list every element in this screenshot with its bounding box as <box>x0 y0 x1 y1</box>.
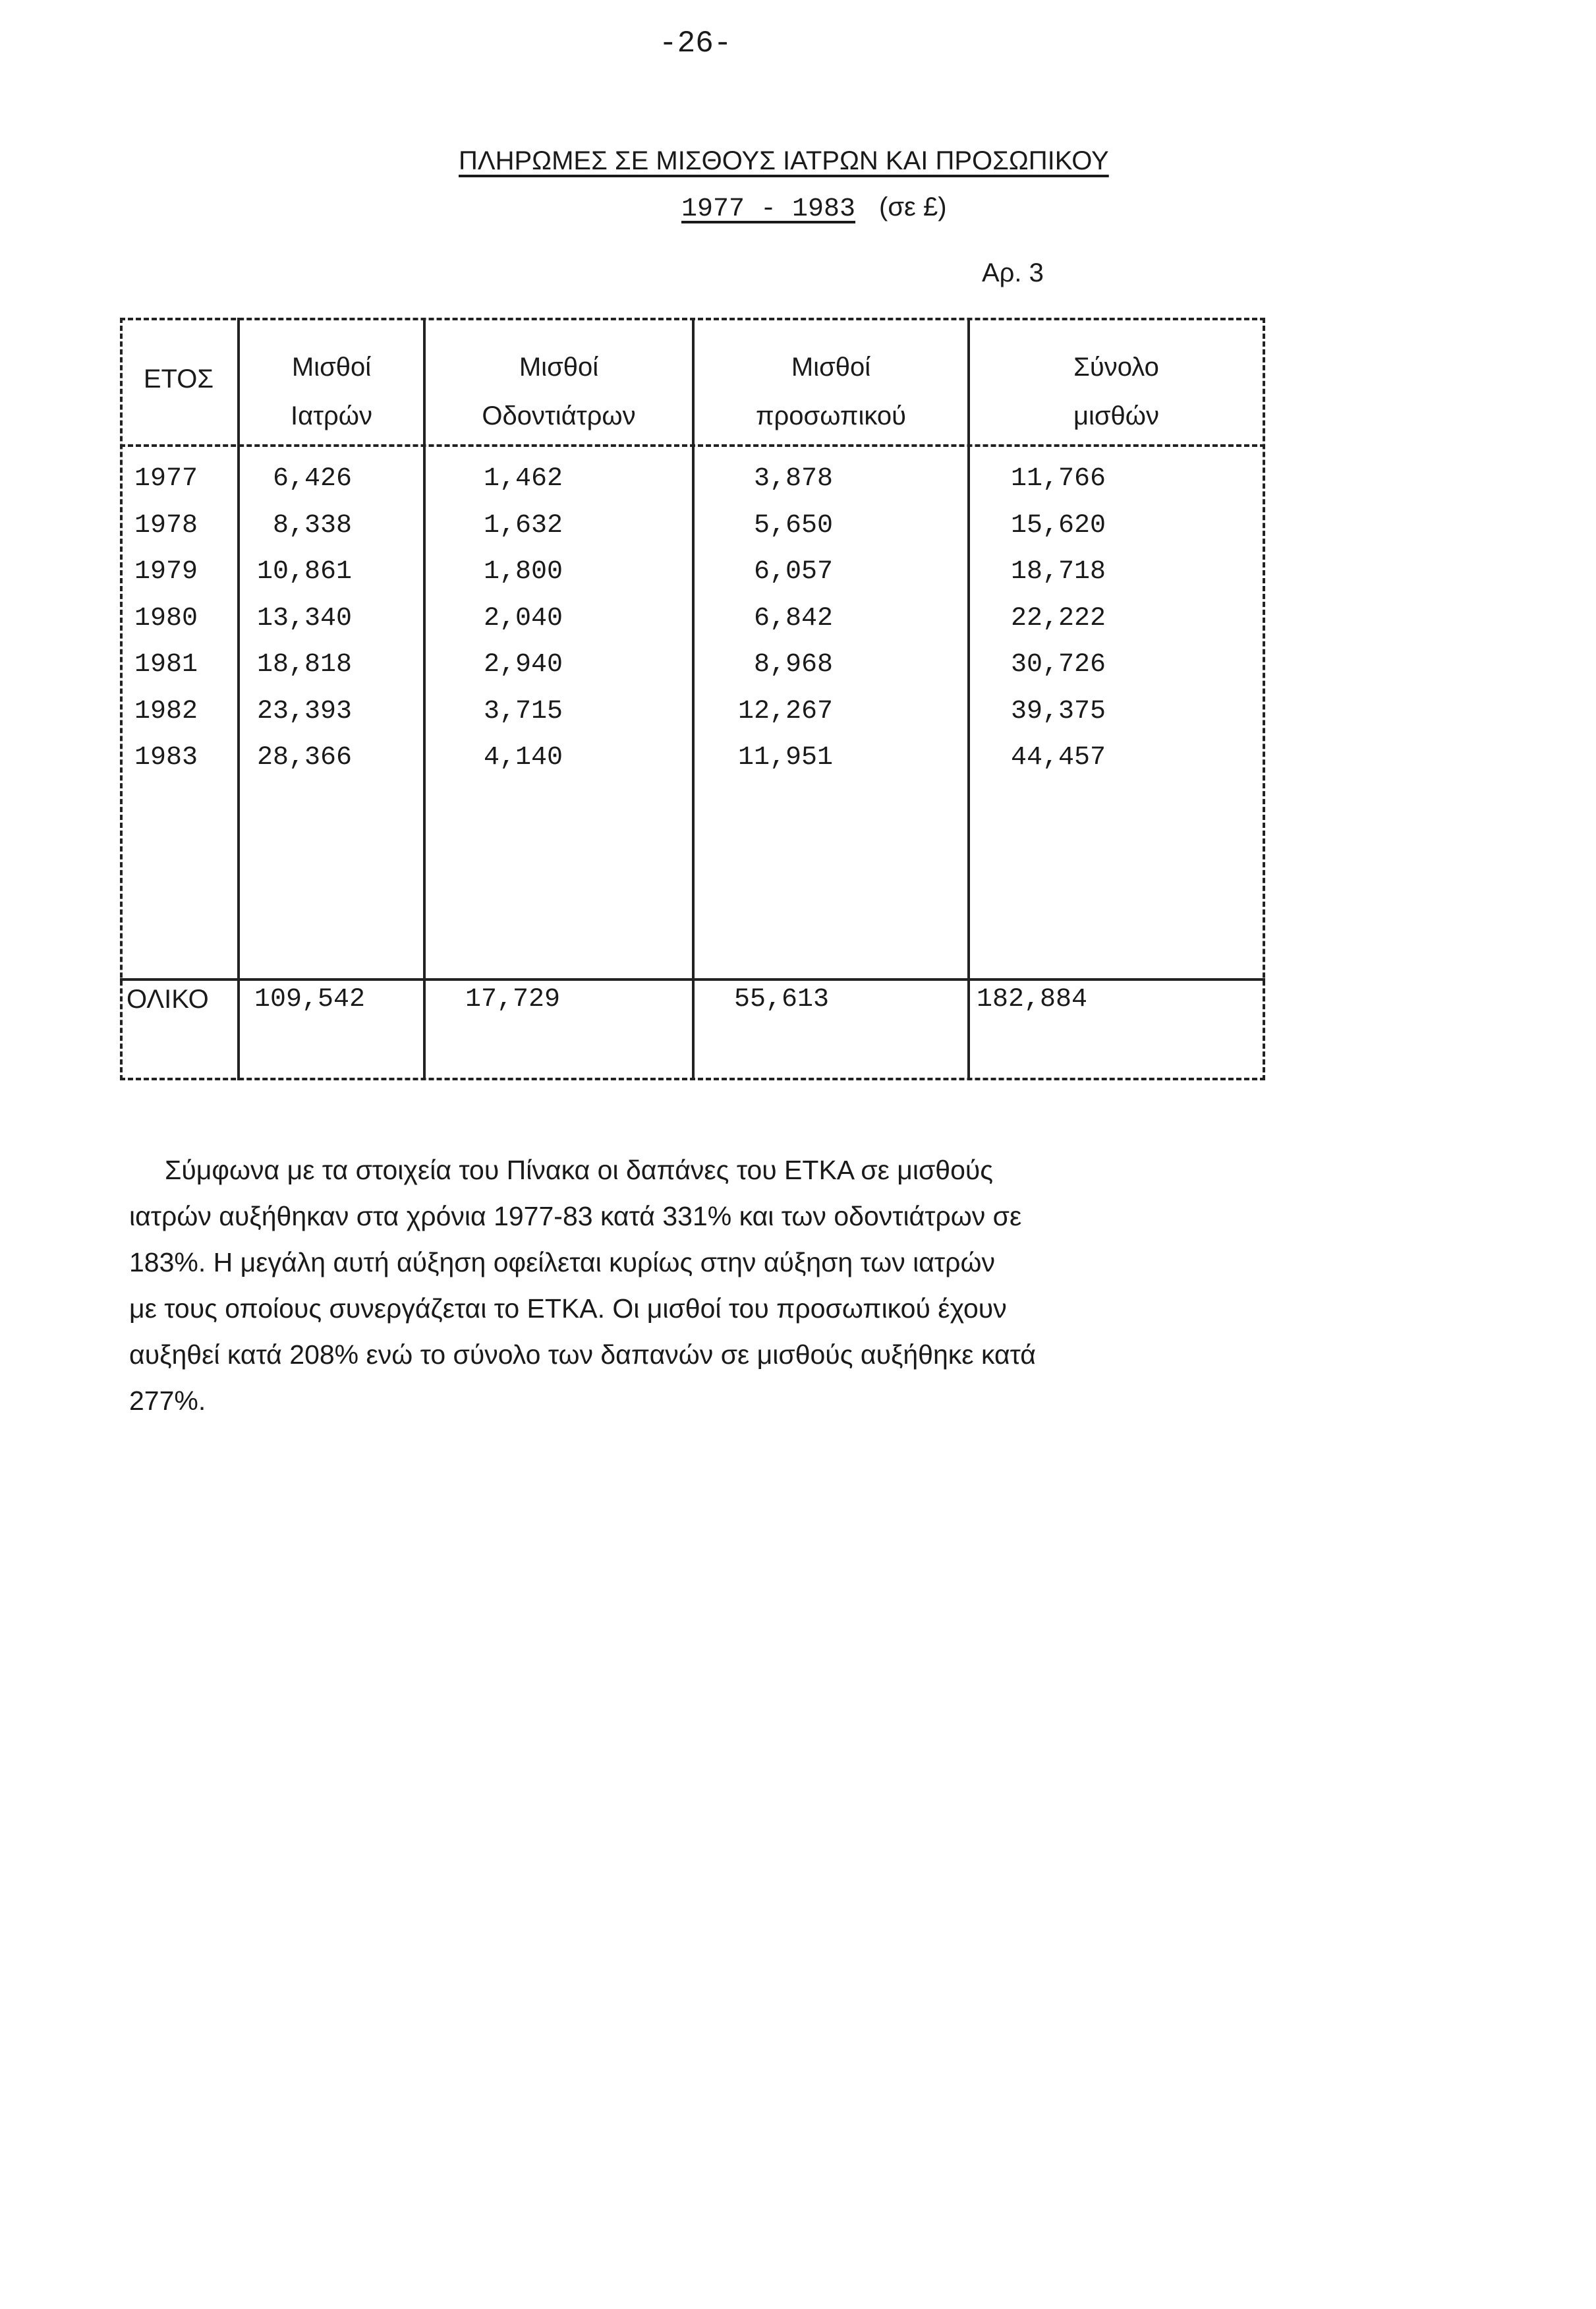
cell-total: 39,375 <box>1011 697 1106 726</box>
cell-doctors: 13,340 <box>257 604 353 633</box>
cell-doctors: 10,861 <box>257 557 353 587</box>
cell-staff: 12,267 <box>738 697 834 726</box>
table-title: ΠΛΗΡΩΜΕΣ ΣΕ ΜΙΣΘΟΥΣ ΙΑΤΡΩΝ ΚΑΙ ΠΡΟΣΩΠΙΚΟΥ <box>459 146 1109 175</box>
cell-doctors: 6,426 <box>273 464 353 494</box>
cell-total: 18,718 <box>1011 557 1106 587</box>
cell-dentists: 2,040 <box>484 604 563 633</box>
cell-staff: 8,968 <box>754 650 834 680</box>
cell-doctors: 18,818 <box>257 650 353 680</box>
cell-total: 15,620 <box>1011 511 1106 541</box>
cell-year: 1980 <box>134 604 198 633</box>
totals-label: ΟΛΙΚΟ <box>127 985 209 1014</box>
cell-year: 1983 <box>134 743 198 773</box>
cell-year: 1981 <box>134 650 198 680</box>
totals-dentists: 17,729 <box>465 985 561 1014</box>
cell-staff: 6,057 <box>754 557 834 587</box>
cell-doctors: 8,338 <box>273 511 353 541</box>
cell-total: 11,766 <box>1011 464 1106 494</box>
paragraph-line: Σύμφωνα με τα στοιχεία του Πίνακα οι δαπάνες του ΕΤΚΑ σε μισθούς <box>165 1155 994 1185</box>
paragraph-line: αυξηθεί κατά 208% ενώ το σύνολο των δαπανών σε μισθούς αυξήθηκε κατά <box>129 1339 1036 1370</box>
paragraph-line: ιατρών αυξήθηκαν στα χρόνια 1977-83 κατά 331% και των οδοντιάτρων σε <box>129 1201 1022 1231</box>
paragraph-line: 277%. <box>129 1386 206 1416</box>
header-staff: Μισθοί προσωπικού <box>755 353 907 430</box>
cell-dentists: 3,715 <box>484 697 563 726</box>
header-total: Σύνολο μισθών <box>1073 353 1160 430</box>
cell-year: 1977 <box>134 464 198 494</box>
cell-dentists: 2,940 <box>484 650 563 680</box>
subtitle-unit: (σε £) <box>879 192 947 221</box>
cell-total: 30,726 <box>1011 650 1106 680</box>
paragraph-line: με τους οποίους συνεργάζεται το ΕΤΚΑ. Οι μισθοί του προσωπικού έχουν <box>129 1293 1007 1324</box>
cell-staff: 5,650 <box>754 511 834 541</box>
table-right-border <box>1263 318 1265 1080</box>
cell-doctors: 28,366 <box>257 743 353 773</box>
header-doctors: Μισθοί Ιατρών <box>290 353 373 430</box>
table-number: Αρ. 3 <box>982 258 1044 287</box>
page-number: -26- <box>659 26 732 61</box>
totals-doctors: 109,542 <box>254 985 366 1014</box>
cell-total: 44,457 <box>1011 743 1106 773</box>
paragraph-line: 183%. Η μεγάλη αυτή αύξηση οφείλεται κυρίως στην αύξηση των ιατρών <box>129 1247 995 1277</box>
commentary-paragraph <box>129 1147 1197 1424</box>
cell-doctors: 23,393 <box>257 697 353 726</box>
cell-dentists: 1,632 <box>484 511 563 541</box>
header-dentists: Μισθοί Οδοντιάτρων <box>482 353 636 430</box>
cell-dentists: 1,462 <box>484 464 563 494</box>
cell-staff: 3,878 <box>754 464 834 494</box>
cell-year: 1978 <box>134 511 198 541</box>
cell-year: 1979 <box>134 557 198 587</box>
totals-staff: 55,613 <box>734 985 830 1014</box>
cell-staff: 6,842 <box>754 604 834 633</box>
cell-total: 22,222 <box>1011 604 1106 633</box>
header-year: ΕΤΟΣ <box>143 365 214 394</box>
cell-year: 1982 <box>134 697 198 726</box>
table-subtitle <box>681 192 947 224</box>
cell-dentists: 1,800 <box>484 557 563 587</box>
table-left-border <box>120 318 123 1080</box>
totals-total: 182,884 <box>977 985 1088 1014</box>
cell-staff: 11,951 <box>738 743 834 773</box>
cell-dentists: 4,140 <box>484 743 563 773</box>
salary-table <box>120 318 1265 1080</box>
subtitle-years: 1977 - 1983 <box>681 194 856 224</box>
